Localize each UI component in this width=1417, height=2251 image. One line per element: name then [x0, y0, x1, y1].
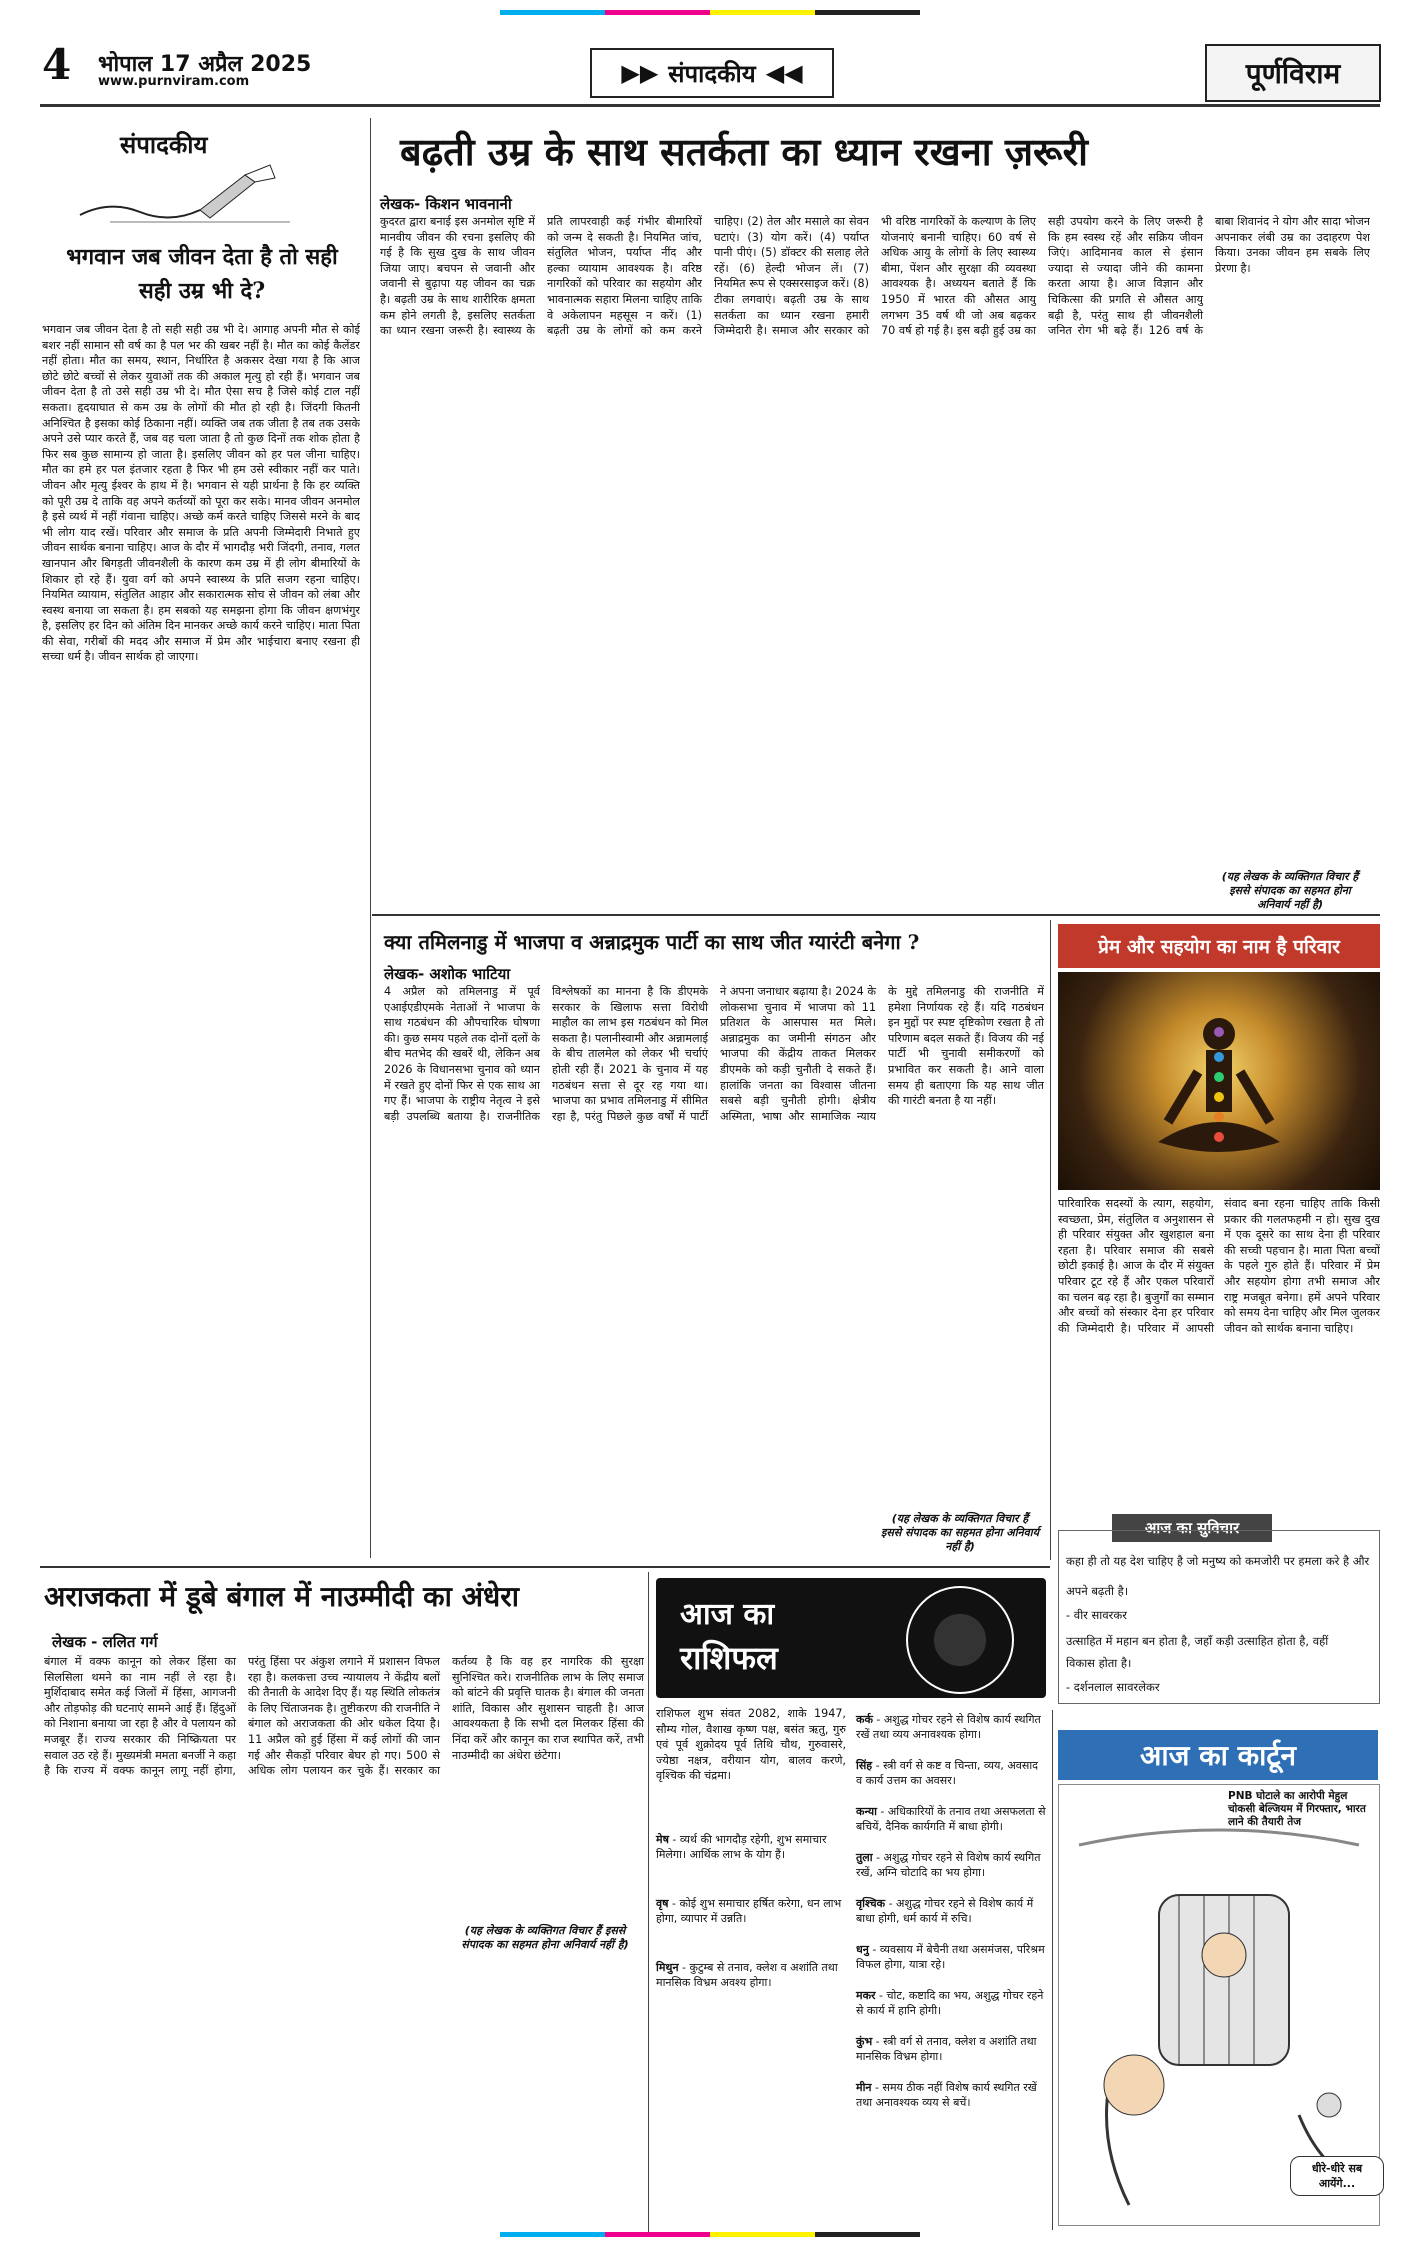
- horoscope-title-line2: राशिफल: [680, 1639, 778, 1677]
- sign-singh: सिंह - स्त्री वर्ग से कष्ट व चिन्ता, व्यय, अवसाद व कार्य उत्तम का अवसर।: [856, 1759, 1039, 1787]
- sign-text: अशुद्ध गोचर रहने से विशेष कार्य में बाधा होगी, धर्म कार्य में रुचि।: [856, 1897, 1034, 1925]
- section-divider: [40, 1566, 1050, 1568]
- sign-dhanu: धनु - व्यवसाय में बेचैनी तथा असमंजस, परिश्रम विफल होगा, यात्रा रहे।: [856, 1943, 1045, 1971]
- sign-mesh: मेष - व्यर्थ की भागदौड़ रहेगी, शुभ समाचार मिलेगा। आर्थिक लाभ के योग हैं।: [656, 1833, 827, 1861]
- pen-hand-illustration: [70, 160, 330, 230]
- meditation-image: [1058, 972, 1380, 1190]
- thought-banner: आज का सुविचार: [1112, 1514, 1272, 1542]
- sign-vrishchik: वृश्चिक - अशुद्ध गोचर रहने से विशेष कार्य में बाधा होगी, धर्म कार्य में रुचि।: [856, 1897, 1034, 1925]
- brand-logo: पूर्णविराम: [1205, 44, 1381, 102]
- bengal-disclaimer: (यह लेखक के व्यक्तिगत विचार हैं इससे संपादक का सहमत होना अनिवार्य नहीं है): [461, 1924, 629, 1951]
- politics-byline: लेखक- अशोक भाटिया: [384, 965, 511, 983]
- sign-name: वृष: [656, 1897, 669, 1910]
- thought-line-3: उत्साहित में महान बन होता है, जहाँ कड़ी उत्साहित होता है, वहीं: [1066, 1634, 1329, 1648]
- section-label-text: संपादकीय: [668, 59, 756, 88]
- horoscope-title-line1: आज का: [680, 1597, 775, 1632]
- sign-name: मीन: [856, 2081, 872, 2094]
- thought-author-1: - वीर सावरकर: [1066, 1608, 1127, 1622]
- page-number: 4: [42, 40, 72, 89]
- sign-text: स्त्री वर्ग से तनाव, क्लेश व अशांति तथा मानसिक विभ्रम होगा।: [856, 2035, 1037, 2063]
- column-divider: [1050, 920, 1051, 1560]
- registration-bar-top: [500, 10, 920, 15]
- horoscope-header: [656, 1578, 1046, 1698]
- editorial-title: भगवान जब जीवन देता है तो सही सही उम्र भी दे?: [66, 244, 338, 304]
- sign-name: कन्या: [856, 1805, 877, 1818]
- sign-kark: कर्क - अशुद्ध गोचर रहने से विशेष कार्य स्थगित रखें तथा व्यय अनावश्यक होगा।: [856, 1713, 1041, 1741]
- cartoon-banner: आज का कार्टून: [1058, 1730, 1378, 1780]
- sign-name: मकर: [856, 1989, 876, 2002]
- zodiac-wheel-icon: [906, 1586, 1014, 1694]
- family-body: पारिवारिक सदस्यों के त्याग, सहयोग, स्वच्छता, प्रेम, संतुलित व अनुशासन से ही परिवार संयुक्त और खुशहाल बना रहता है। परिवार समाज की सबसे छोटी इकाई है। आज के दौर में संयुक्त परिवार टूट रहे हैं और एकल परिवारों का चलन बढ़ रहा है। बुजुर्गों का सम्मान और बच्चों को संस्कार देना हर परिवार की जिम्मेदारी है। परिवार में आपसी संवाद बना रहना चाहिए ताकि किसी प्रकार की गलतफहमी न हो। सुख दुख में एक दूसरे का साथ देना ही परिवार की सच्ची पहचान है। माता पिता बच्चों के पहले गुरु होते हैं। परिवार में प्रेम और सहयोग होगा तभी समाज और राष्ट्र मजबूत बनेगा। हमें अपने परिवार को समय देना चाहिए और मिल जुलकर जीवन को सार्थक बनाना चाहिए।: [1058, 1197, 1380, 1335]
- sign-text: चोट, कष्टादि का भय, अशुद्ध गोचर रहने से कार्य में हानि होगी।: [856, 1989, 1044, 2017]
- column-divider: [370, 118, 371, 1558]
- arrow-left-icon: ◀◀: [765, 59, 803, 87]
- bengal-headline: अराजकता में डूबे बंगाल में नाउम्मीदी का अंधेरा: [44, 1580, 519, 1613]
- sign-text: कोई शुभ समाचार हर्षित करेगा, धन लाभ होगा, व्यापार में उन्नति।: [656, 1897, 842, 1925]
- politics-body: 4 अप्रैल को तमिलनाडु में पूर्व एआईएडीएमके नेताओं ने भाजपा के साथ गठबंधन की औपचारिक घोषणा की। कुछ समय पहले तक दोनों दलों के बीच मतभेद की खबरें थी, लेकिन अब 2026 के विधानसभा चुनाव को ध्यान में रखते हुए दोनों फिर से एक साथ आ गए हैं। भाजपा के राष्ट्रीय नेतृत्व ने इसे बड़ी उपलब्धि बताया है। राजनीतिक विश्लेषकों का मानना है कि डीएमके सरकार के खिलाफ सत्ता विरोधी माहौल का लाभ इस गठबंधन को मिल सकता है। पलानीस्वामी और अन्नामलाई के बीच तालमेल को लेकर भी चर्चाएं होती रही हैं। 2021 के चुनाव में यह गठबंधन सत्ता से दूर रह गया था। भाजपा का प्रभाव तमिलनाडु में सीमित रहा है, परंतु पिछले कुछ वर्षों में पार्टी ने अपना जनाधार बढ़ाया है। 2024 के लोकसभा चुनाव में भाजपा को 11 प्रतिशत के आसपास मत मिले। अन्नाद्रमुक का जमीनी संगठन और भाजपा की केंद्रीय ताकत मिलकर डीएमके को कड़ी चुनौती दे सकते हैं। हालांकि जनता का विश्वास जीतना सबसे बड़ी चुनौती होगी। क्षेत्रीय अस्मिता, भाषा और सामाजिक न्याय के मुद्दे तमिलनाडु की राजनीति में हमेशा निर्णायक रहे हैं। यदि गठबंधन इन मुद्दों पर स्पष्ट दृष्टिकोण रखता है तो परिणाम बदल सकते हैं। विजय की नई पार्टी भी चुनावी समीकरणों को प्रभावित कर सकती है। आने वाला समय ही बताएगा कि यह साथ जीत की गारंटी बनता है या नहीं।: [384, 985, 1044, 1123]
- sign-name: वृश्चिक: [856, 1897, 886, 1910]
- section-label: [590, 48, 834, 98]
- column-divider: [1052, 1710, 1053, 2230]
- sign-kanya: कन्या - अधिकारियों के तनाव तथा असफलता से बचियें, दैनिक कार्यगति में बाधा होगी।: [856, 1805, 1046, 1833]
- sign-text: व्यर्थ की भागदौड़ रहेगी, शुभ समाचार मिलेगा। आर्थिक लाभ के योग हैं।: [656, 1833, 827, 1861]
- politics-disclaimer: (यह लेखक के व्यक्तिगत विचार हैं इससे संपादक का सहमत होना अनिवार्य नहीं है): [880, 1512, 1039, 1553]
- thought-line-4: विकास होता है।: [1066, 1656, 1132, 1670]
- sign-name: सिंह: [856, 1759, 873, 1772]
- date-line: भोपाल 17 अप्रैल 2025: [98, 52, 312, 77]
- sign-text: समय ठीक नहीं विशेष कार्य स्थगित रखें तथा अनावश्यक व्यय से बचें।: [856, 2081, 1037, 2109]
- lead-disclaimer: (यह लेखक के व्यक्तिगत विचार हैं इससे संपादक का सहमत होना अनिवार्य नहीं है): [1221, 870, 1359, 911]
- cartoon-caption: PNB घोटाले का आरोपी मेहुल चोकसी बेल्जियम में गिरफ्तार, भारत लाने की तैयारी तेज: [1228, 1790, 1366, 1828]
- sign-vrish: वृष - कोई शुभ समाचार हर्षित करेगा, धन लाभ होगा, व्यापार में उन्नति।: [656, 1897, 842, 1925]
- section-divider: [372, 914, 1380, 916]
- thought-author-2: - दर्शनलाल सावरलेकर: [1066, 1680, 1160, 1694]
- sign-kumbh: कुंभ - स्त्री वर्ग से तनाव, क्लेश व अशांति तथा मानसिक विभ्रम होगा।: [856, 2035, 1037, 2063]
- sign-name: कर्क: [856, 1713, 873, 1726]
- sign-makar: मकर - चोट, कष्टादि का भय, अशुद्ध गोचर रहने से कार्य में हानि होगी।: [856, 1989, 1044, 2017]
- editorial-label: संपादकीय: [120, 130, 208, 159]
- lead-body: कुदरत द्वारा बनाई इस अनमोल सृष्टि में मानवीय जीवन की रचना इसलिए की गई है कि सुख दुख के साथ जीवन जिया जाए। बचपन से जवानी और जवानी से बुढ़ापा यह जीवन का चक्र है। बढ़ती उम्र के साथ शारीरिक क्षमता कम होने लगती है, इसलिए सतर्कता का ध्यान रखना जरूरी है। स्वास्थ्य के प्रति लापरवाही कई गंभीर बीमारियों को जन्म दे सकती है। नियमित जांच, संतुलित भोजन, पर्याप्त नींद और हल्का व्यायाम आवश्यक है। वरिष्ठ नागरिकों को परिवार का सहयोग और भावनात्मक सहारा मिलना चाहिए ताकि वे अकेलापन महसूस न करें। (1) बढ़ती उम्र के लोगों को कम करने चाहिए। (2) तेल और मसाले का सेवन घटाएं। (3) योग करें। (4) पर्याप्त पानी पीएं। (5) डॉक्टर की सलाह लेते रहें। (6) हेल्दी भोजन लें। (7) नियमित रूप से एक्सरसाइज करें। (8) टीका लगवाएं। बढ़ती उम्र के साथ सतर्कता का ध्यान रखना हमारी जिम्मेदारी है। समाज और सरकार को भी वरिष्ठ नागरिकों के कल्याण के लिए योजनाएं बनानी चाहिए। 60 वर्ष से अधिक आयु के लोगों के लिए स्वास्थ्य बीमा, पेंशन और सुरक्षा की व्यवस्था आवश्यक है। अध्ययन बताते हैं कि 1950 में भारत की औसत आयु लगभग 35 वर्ष थी जो अब बढ़कर 70 वर्ष हो गई है। इस बढ़ी हुई उम्र का सही उपयोग करने के लिए जरूरी है कि हम स्वस्थ रहें और सक्रिय जीवन जिएं। आदिमानव काल से इंसान ज्यादा से ज्यादा जीने की कामना करता आया है। आज विज्ञान और चिकित्सा की प्रगति से औसत आयु बढ़ी है, परंतु साथ ही जीवनशैली जनित रोग भी बढ़े हैं। 126 वर्ष के बाबा शिवानंद ने योग और सादा भोजन अपनाकर लंबी उम्र का उदाहरण पेश किया। उनका जीवन हम सबके लिए प्रेरणा है।: [380, 215, 1370, 338]
- bengal-byline: लेखक - ललित गर्ग: [52, 1633, 158, 1651]
- sign-name: कुंभ: [856, 2035, 873, 2048]
- lead-headline: बढ़ती उम्र के साथ सतर्कता का ध्यान रखना ज़रूरी: [400, 129, 1088, 174]
- cartoon-speech-bubble: धीरे-धीरे सब आयेंगे...: [1290, 2156, 1384, 2196]
- sign-text: स्त्री वर्ग से कष्ट व चिन्ता, व्यय, अवसाद व कार्य उत्तम का अवसर।: [856, 1759, 1039, 1787]
- politics-headline: क्या तमिलनाडु में भाजपा व अन्नाद्रमुक पार्टी का साथ जीत ग्यारंटी बनेगा ?: [384, 930, 920, 954]
- editorial-body: भगवान जब जीवन देता है तो सही सही उम्र भी दे। आगाह अपनी मौत से कोई बशर नहीं सामान सौ वर्ष का है पल भर की खबर नहीं है। मौत का कोई कैलेंडर नहीं होता। मौत का समय, स्थान, निर्धारित है अकसर देखा गया है कि आज छोटे छोटे बच्चों से लेकर युवाओं तक की अकाल मृत्यु हो रही हैं। भगवान जब जीवन देता है तो उसे सही उम्र भी दे। मौत ऐसा सच है जिसे कोई टाल नहीं सकता। हृदयाघात से कम उम्र के लोगों की मौत हो रही है। जिंदगी कितनी अनिश्चित है इसका कोई ठिकाना नहीं। व्यक्ति जब तक जीता है तब तक उसके अपने उसे प्यार करते हैं, जब वह चला जाता है तो कुछ दिनों तक शोक होता है फिर सब कुछ सामान्य हो जाता है। इसलिए जीवन को हर पल जीना चाहिए। मौत का हमे हर पल इंतजार रहता है फिर भी हम उसे स्वीकार नहीं कर पाते। जीवन और मृत्यु ईश्वर के हाथ में है। भगवान से यही प्रार्थना है कि हर व्यक्ति को पूरी उम्र दे ताकि वह अपने कर्तव्यों को पूरा कर सके। मानव जीवन अनमोल है इसे व्यर्थ में नहीं गंवाना चाहिए। अच्छे कर्म करते चाहिए जिससे मरने के बाद भी लोग याद रखें। परिवार और समाज के प्रति अपनी जिम्मेदारी निभाते हुए जीवन सार्थक बनाना चाहिए। आज के दौर में भागदौड़ भरी जिंदगी, तनाव, गलत खानपान और बिगड़ती जीवनशैली के कारण कम उम्र में ही लोग बीमारियों के शिकार हो रहे हैं। युवा वर्ग को अपने स्वास्थ्य के प्रति सजग रहना चाहिए। नियमित व्यायाम, संतुलित आहार और सकारात्मक सोच से जीवन को लंबा और स्वस्थ बनाया जा सकता है। हम सबको यह समझना होगा कि जीवन क्षणभंगुर है, इसलिए हर दिन को अंतिम दिन मानकर अच्छे कार्य करने चाहिए। माता पिता की सेवा, गरीबों की मदद और समाज में प्रेम और भाईचारा बनाए रखना ही सच्चा धर्म है। जीवन सार्थक हो जाएगा।: [42, 323, 360, 664]
- header-divider: [40, 104, 1380, 107]
- sign-text: अधिकारियों के तनाव तथा असफलता से बचियें, दैनिक कार्यगति में बाधा होगी।: [856, 1805, 1046, 1833]
- website-url[interactable]: www.purnviram.com: [98, 74, 250, 89]
- sign-text: अशुद्ध गोचर रहने से विशेष कार्य स्थगित रखें तथा व्यय अनावश्यक होगा।: [856, 1713, 1041, 1741]
- sign-tula: तुला - अशुद्ध गोचर रहने से विशेष कार्य स्थगित रखें, अग्नि चोटादि का भय होगा।: [856, 1851, 1041, 1879]
- arrow-right-icon: ▶▶: [621, 59, 659, 87]
- sign-mithun: मिथुन - कुटुम्ब से तनाव, क्लेश व अशांति तथा मानसिक विभ्रम अवश्य होगा।: [656, 1961, 838, 1989]
- family-banner: प्रेम और सहयोग का नाम है परिवार: [1058, 924, 1380, 968]
- sign-name: धनु: [856, 1943, 869, 1956]
- horoscope-intro: राशिफल शुभ संवत 2082, शाके 1947, सौम्य गोल, वैशाख कृष्ण पक्ष, बसंत ऋतु, गुरु एवं पूर्व शुक्रोदय पूर्व तिथि चौथ, गुरुवासरे, ज्येष्ठा नक्षत्र, वरीयान योग, बालव करणे, वृश्चिक की चंद्रमा।: [656, 1707, 846, 1783]
- bengal-body: बंगाल में वक्फ कानून को लेकर हिंसा का सिलसिला थमने का नाम नहीं ले रहा है। मुर्शिदाबाद समेत कई जिलों में हिंसा, आगजनी और तोड़फोड़ की घटनाएं सामने आई हैं। हिंदुओं को निशाना बनाया जा रहा है और वे पलायन को मजबूर हैं। राज्य सरकार की निष्क्रियता पर सवाल उठ रहे हैं। मुख्यमंत्री ममता बनर्जी ने कहा है कि राज्य में वक्फ कानून लागू नहीं होगा, परंतु हिंसा पर अंकुश लगाने में प्रशासन विफल रहा है। कलकत्ता उच्च न्यायालय ने केंद्रीय बलों की तैनाती के आदेश दिए हैं। यह स्थिति लोकतंत्र के लिए चिंताजनक है। तुष्टीकरण की राजनीति ने बंगाल को अराजकता की ओर धकेल दिया है। 11 अप्रैल को हुई हिंसा में कई लोगों की जान गई और सैकड़ों परिवार बेघर हो गए। 500 से अधिक लोग पलायन कर चुके हैं। सरकार का कर्तव्य है कि वह हर नागरिक की सुरक्षा सुनिश्चित करे। राजनीतिक लाभ के लिए समाज को बांटने की प्रवृत्ति घातक है। बंगाल की जनता शांति, विकास और सुशासन चाहती है। आज आवश्यकता है कि सभी दल मिलकर हिंसा की निंदा करें और कानून का राज स्थापित करें, तभी नाउम्मीदी का अंधेरा छंटेगा।: [44, 1655, 644, 1778]
- sign-text: अशुद्ध गोचर रहने से विशेष कार्य स्थगित रखें, अग्नि चोटादि का भय होगा।: [856, 1851, 1041, 1879]
- sign-name: मेष: [656, 1833, 669, 1846]
- lead-byline: लेखक- किशन भावनानी: [380, 195, 512, 213]
- sign-text: व्यवसाय में बेचैनी तथा असमंजस, परिश्रम विफल होगा, यात्रा रहे।: [856, 1943, 1045, 1971]
- column-divider: [648, 1572, 649, 2232]
- thought-line-1: कहा ही तो यह देश चाहिए है जो मनुष्य को कमजोरी पर हमला करे है और: [1066, 1554, 1370, 1568]
- sign-name: तुला: [856, 1851, 873, 1864]
- sign-text: कुटुम्ब से तनाव, क्लेश व अशांति तथा मानसिक विभ्रम अवश्य होगा।: [656, 1961, 838, 1989]
- registration-bar-bottom: [500, 2232, 920, 2237]
- sign-name: मिथुन: [656, 1961, 679, 1974]
- sign-meen: मीन - समय ठीक नहीं विशेष कार्य स्थगित रखें तथा अनावश्यक व्यय से बचें।: [856, 2081, 1037, 2109]
- thought-line-2: अपने बढ़ती है।: [1066, 1584, 1129, 1598]
